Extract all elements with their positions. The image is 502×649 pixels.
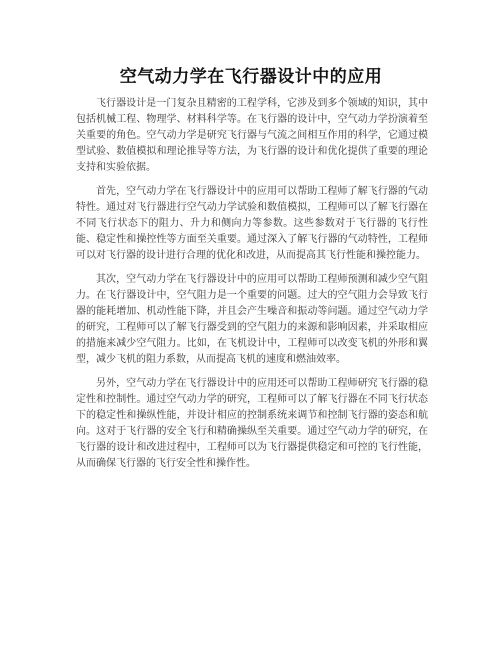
document-body [76,96,428,480]
paragraph: 飞行器设计是一门复杂且精密的工程学科，它涉及到多个领域的知识，其中包括机械工程、物理学、材料科学等。在飞行器的设计中，空气动力学扮演着至关重要的角色。空气动力学是研究飞行器与气流之间相互作用的科学，它通过模型试验、数值模拟和理论推导等方法，为飞行器的设计和优化提供了重要的理论支持和实验依据。 [76,98,428,173]
paragraph: 另外，空气动力学在飞行器设计中的应用还可以帮助工程师研究飞行器的稳定性和控制性。通过空气动力学的研究，工程师可以了解飞行器在不同飞行状态下的稳定性和操纵性能，并设计相应的控制系统来调节和控制飞行器的姿态和航向。这对于飞行器的安全飞行和精确操纵至关重要。通过空气动力学的研究，在飞行器的设计和改进过程中，工程师可以为飞行器提供稳定和可控的飞行性能，从而确保飞行器的飞行安全性和操作性。 [76,378,428,469]
page-title: 空气动力学在飞行器设计中的应用 [119,67,383,87]
paragraph: 首先，空气动力学在飞行器设计中的应用可以帮助工程师了解飞行器的气动特性。通过对飞行器进行空气动力学试验和数值模拟，工程师可以了解飞行器在不同飞行状态下的阻力、升力和侧向力等参数。这些参数对于飞行器的飞行性能、稳定性和操控性等方面至关重要。通过深入了解飞行器的气动特性，工程师可以对飞行器的设计进行合理的优化和改进，从而提高其飞行性能和操控能力。 [76,186,428,261]
paragraph: 其次，空气动力学在飞行器设计中的应用可以帮助工程师预测和减少空气阻力。在飞行器设计中，空气阻力是一个重要的问题。过大的空气阻力会导致飞行器的能耗增加、机动性能下降，并且会产生噪音和振动等问题。通过空气动力学的研究，工程师可以了解飞行器受到的空气阻力的来源和影响因素，并采取相应的措施来减少空气阻力。比如，在飞机设计中，工程师可以改变飞机的外形和翼型，减少飞机的阻力系数，从而提高飞机的速度和燃油效率。 [76,274,428,365]
